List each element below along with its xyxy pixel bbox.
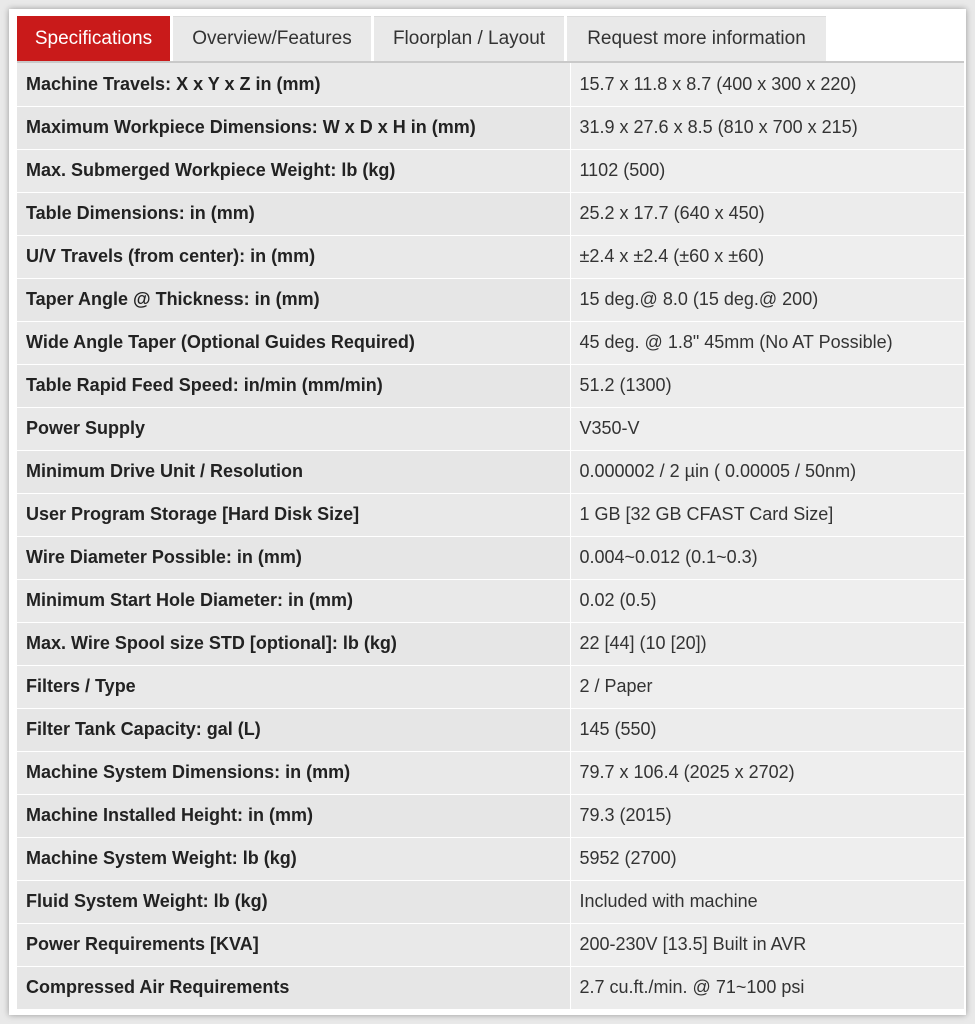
- spec-table-container: [17, 61, 964, 1010]
- spec-table: [17, 63, 964, 1010]
- spec-label: Taper Angle @ Thickness: in (mm): [17, 278, 570, 321]
- spec-label: Power Supply: [17, 407, 570, 450]
- table-row: [17, 450, 964, 493]
- spec-panel: [9, 9, 966, 1015]
- table-row: [17, 536, 964, 579]
- spec-label: Machine Travels: X x Y x Z in (mm): [17, 63, 570, 106]
- spec-label: Minimum Drive Unit / Resolution: [17, 450, 570, 493]
- table-row: [17, 106, 964, 149]
- table-row: [17, 407, 964, 450]
- spec-value: 25.2 x 17.7 (640 x 450): [570, 192, 964, 235]
- tab-specifications[interactable]: Specifications: [17, 16, 170, 61]
- spec-value: ±2.4 x ±2.4 (±60 x ±60): [570, 235, 964, 278]
- spec-value: 0.000002 / 2 µin ( 0.00005 / 50nm): [570, 450, 964, 493]
- table-row: [17, 278, 964, 321]
- spec-value: 5952 (2700): [570, 837, 964, 880]
- spec-label: Machine Installed Height: in (mm): [17, 794, 570, 837]
- table-row: [17, 708, 964, 751]
- table-row: [17, 149, 964, 192]
- spec-value: 22 [44] (10 [20]): [570, 622, 964, 665]
- spec-value: 0.004~0.012 (0.1~0.3): [570, 536, 964, 579]
- spec-value: 45 deg. @ 1.8" 45mm (No AT Possible): [570, 321, 964, 364]
- spec-value: 31.9 x 27.6 x 8.5 (810 x 700 x 215): [570, 106, 964, 149]
- table-row: [17, 966, 964, 1009]
- spec-label: Fluid System Weight: lb (kg): [17, 880, 570, 923]
- tab-bar: [17, 16, 829, 61]
- spec-value: 145 (550): [570, 708, 964, 751]
- spec-value: 15.7 x 11.8 x 8.7 (400 x 300 x 220): [570, 63, 964, 106]
- spec-value: 1102 (500): [570, 149, 964, 192]
- tab-request-information[interactable]: Request more information: [567, 16, 826, 61]
- spec-value: 0.02 (0.5): [570, 579, 964, 622]
- spec-label: User Program Storage [Hard Disk Size]: [17, 493, 570, 536]
- spec-label: Max. Submerged Workpiece Weight: lb (kg): [17, 149, 570, 192]
- table-row: [17, 192, 964, 235]
- spec-label: Minimum Start Hole Diameter: in (mm): [17, 579, 570, 622]
- spec-value: 1 GB [32 GB CFAST Card Size]: [570, 493, 964, 536]
- spec-value: 79.7 x 106.4 (2025 x 2702): [570, 751, 964, 794]
- spec-value: 15 deg.@ 8.0 (15 deg.@ 200): [570, 278, 964, 321]
- table-row: [17, 321, 964, 364]
- table-row: [17, 579, 964, 622]
- spec-value: 200-230V [13.5] Built in AVR: [570, 923, 964, 966]
- table-row: [17, 493, 964, 536]
- spec-label: Compressed Air Requirements: [17, 966, 570, 1009]
- spec-label: Filters / Type: [17, 665, 570, 708]
- spec-label: Machine System Dimensions: in (mm): [17, 751, 570, 794]
- spec-label: Maximum Workpiece Dimensions: W x D x H in (mm): [17, 106, 570, 149]
- spec-label: Max. Wire Spool size STD [optional]: lb (kg): [17, 622, 570, 665]
- table-row: [17, 794, 964, 837]
- spec-label: Machine System Weight: lb (kg): [17, 837, 570, 880]
- spec-label: Table Rapid Feed Speed: in/min (mm/min): [17, 364, 570, 407]
- spec-value: Included with machine: [570, 880, 964, 923]
- spec-value: 79.3 (2015): [570, 794, 964, 837]
- spec-label: Filter Tank Capacity: gal (L): [17, 708, 570, 751]
- spec-value: 2.7 cu.ft./min. @ 71~100 psi: [570, 966, 964, 1009]
- table-row: [17, 923, 964, 966]
- tab-floorplan-layout[interactable]: Floorplan / Layout: [374, 16, 564, 61]
- table-row: [17, 364, 964, 407]
- table-row: [17, 665, 964, 708]
- table-row: [17, 63, 964, 106]
- spec-value: 2 / Paper: [570, 665, 964, 708]
- spec-label: Wire Diameter Possible: in (mm): [17, 536, 570, 579]
- table-row: [17, 837, 964, 880]
- spec-label: Wide Angle Taper (Optional Guides Required): [17, 321, 570, 364]
- table-row: [17, 622, 964, 665]
- spec-value: V350-V: [570, 407, 964, 450]
- tab-overview-features[interactable]: Overview/Features: [173, 16, 371, 61]
- table-row: [17, 751, 964, 794]
- spec-label: Power Requirements [KVA]: [17, 923, 570, 966]
- table-row: [17, 235, 964, 278]
- spec-label: Table Dimensions: in (mm): [17, 192, 570, 235]
- table-row: [17, 880, 964, 923]
- spec-label: U/V Travels (from center): in (mm): [17, 235, 570, 278]
- spec-value: 51.2 (1300): [570, 364, 964, 407]
